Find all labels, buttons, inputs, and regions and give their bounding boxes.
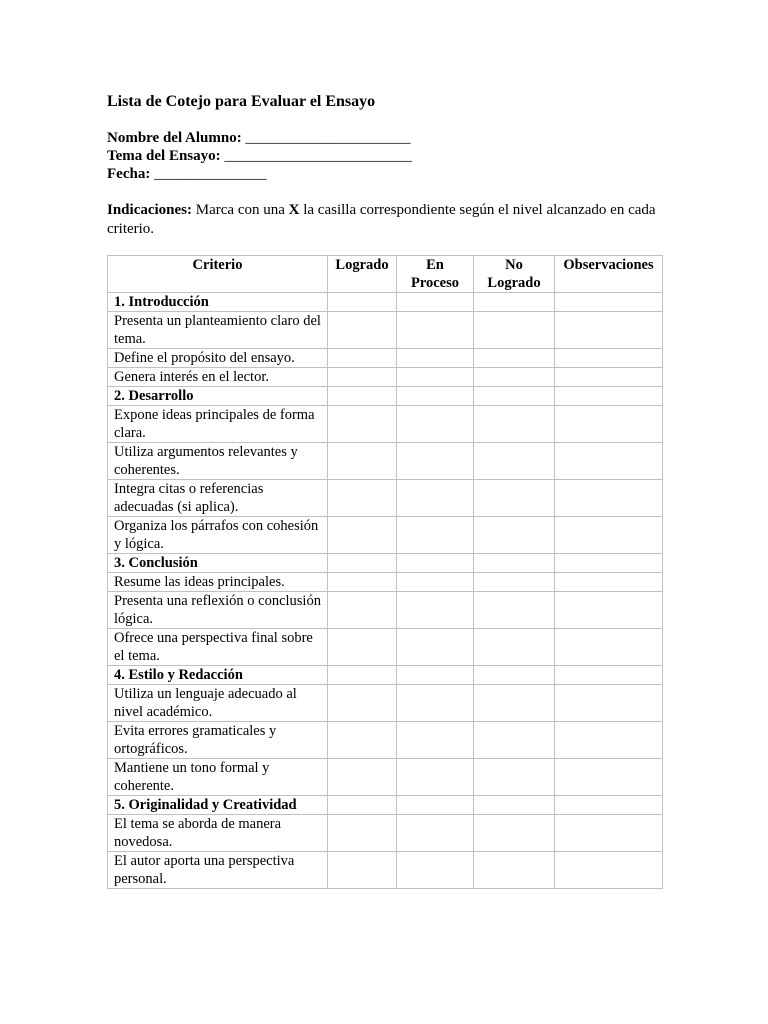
observaciones-cell[interactable]	[555, 368, 663, 387]
criterion-text: Organiza los párrafos con cohesión y lógica.	[108, 517, 328, 554]
logrado-cell[interactable]	[328, 796, 397, 815]
student-name-label: Nombre del Alumno:	[107, 130, 242, 146]
section-title: 5. Originalidad y Creatividad	[108, 796, 328, 815]
logrado-cell[interactable]	[328, 517, 397, 554]
essay-topic-label: Tema del Ensayo:	[107, 148, 221, 165]
logrado-cell[interactable]	[328, 349, 397, 368]
no-logrado-cell[interactable]	[474, 349, 555, 368]
no-logrado-cell[interactable]	[474, 368, 555, 387]
no-logrado-cell[interactable]	[474, 796, 555, 815]
observaciones-cell[interactable]	[555, 554, 663, 573]
no-logrado-cell[interactable]	[474, 592, 555, 629]
criterion-text: Presenta una reflexión o conclusión lógica.	[108, 592, 328, 629]
criterion-text: Mantiene un tono formal y coherente.	[108, 759, 328, 796]
checklist-table	[107, 255, 663, 889]
header-en-proceso: En Proceso	[397, 256, 474, 293]
en-proceso-cell[interactable]	[397, 685, 474, 722]
observaciones-cell[interactable]	[555, 796, 663, 815]
table-row	[108, 815, 663, 852]
no-logrado-cell[interactable]	[474, 629, 555, 666]
logrado-cell[interactable]	[328, 387, 397, 406]
criterion-text: Integra citas o referencias adecuadas (si aplica).	[108, 480, 328, 517]
observaciones-cell[interactable]	[555, 387, 663, 406]
en-proceso-cell[interactable]	[397, 293, 474, 312]
essay-topic-line	[107, 147, 412, 165]
table-row	[108, 312, 663, 349]
no-logrado-cell[interactable]	[474, 722, 555, 759]
no-logrado-cell[interactable]	[474, 293, 555, 312]
header-observaciones: Observaciones	[555, 256, 663, 293]
no-logrado-cell[interactable]	[474, 406, 555, 443]
en-proceso-cell[interactable]	[397, 815, 474, 852]
observaciones-cell[interactable]	[555, 406, 663, 443]
observaciones-cell[interactable]	[555, 815, 663, 852]
observaciones-cell[interactable]	[555, 443, 663, 480]
logrado-cell[interactable]	[328, 443, 397, 480]
logrado-cell[interactable]	[328, 666, 397, 685]
logrado-cell[interactable]	[328, 592, 397, 629]
criterion-text: Genera interés en el lector.	[108, 368, 328, 387]
table-row	[108, 685, 663, 722]
criterion-text: Expone ideas principales de forma clara.	[108, 406, 328, 443]
criterion-text: Presenta un planteamiento claro del tema.	[108, 312, 328, 349]
instructions-mark: X	[288, 202, 300, 218]
table-section-row	[108, 796, 663, 815]
observaciones-cell[interactable]	[555, 722, 663, 759]
criterion-text: El tema se aborda de manera novedosa.	[108, 815, 328, 852]
en-proceso-cell[interactable]	[397, 349, 474, 368]
no-logrado-cell[interactable]	[474, 480, 555, 517]
instructions-text-after: la casilla correspondiente según el nivel alcanzado en cada criterio.	[107, 202, 656, 237]
no-logrado-cell[interactable]	[474, 443, 555, 480]
section-title: 3. Conclusión	[108, 554, 328, 573]
criterion-text: Utiliza un lenguaje adecuado al nivel académico.	[108, 685, 328, 722]
table-section-row	[108, 387, 663, 406]
logrado-cell[interactable]	[328, 406, 397, 443]
instructions-label: Indicaciones:	[107, 202, 193, 218]
observaciones-cell[interactable]	[555, 629, 663, 666]
observaciones-cell[interactable]	[555, 312, 663, 349]
header-no-logrado: No Logrado	[474, 256, 555, 293]
logrado-cell[interactable]	[328, 312, 397, 349]
criterion-text: Define el propósito del ensayo.	[108, 349, 328, 368]
observaciones-cell[interactable]	[555, 517, 663, 554]
no-logrado-cell[interactable]	[474, 573, 555, 592]
logrado-cell[interactable]	[328, 480, 397, 517]
student-name-blank: ______________________	[245, 130, 411, 146]
no-logrado-cell[interactable]	[474, 554, 555, 573]
criterion-text: El autor aporta una perspectiva personal.	[108, 852, 328, 889]
table-row	[108, 443, 663, 480]
no-logrado-cell[interactable]	[474, 852, 555, 889]
section-title: 4. Estilo y Redacción	[108, 666, 328, 685]
no-logrado-cell[interactable]	[474, 759, 555, 796]
no-logrado-cell[interactable]	[474, 666, 555, 685]
table-row	[108, 759, 663, 796]
en-proceso-cell[interactable]	[397, 368, 474, 387]
table-section-row	[108, 293, 663, 312]
en-proceso-cell[interactable]	[397, 759, 474, 796]
observaciones-cell[interactable]	[555, 480, 663, 517]
student-name-line	[107, 129, 412, 147]
header-logrado: Logrado	[328, 256, 397, 293]
no-logrado-cell[interactable]	[474, 815, 555, 852]
date-line	[107, 165, 412, 183]
en-proceso-cell[interactable]	[397, 592, 474, 629]
logrado-cell[interactable]	[328, 554, 397, 573]
observaciones-cell[interactable]	[555, 852, 663, 889]
criterion-text: Ofrece una perspectiva final sobre el tema.	[108, 629, 328, 666]
table-row	[108, 722, 663, 759]
logrado-cell[interactable]	[328, 685, 397, 722]
en-proceso-cell[interactable]	[397, 629, 474, 666]
observaciones-cell[interactable]	[555, 685, 663, 722]
observaciones-cell[interactable]	[555, 573, 663, 592]
en-proceso-cell[interactable]	[397, 722, 474, 759]
en-proceso-cell[interactable]	[397, 554, 474, 573]
logrado-cell[interactable]	[328, 629, 397, 666]
no-logrado-cell[interactable]	[474, 685, 555, 722]
table-row	[108, 592, 663, 629]
date-label: Fecha:	[107, 166, 151, 183]
en-proceso-cell[interactable]	[397, 796, 474, 815]
instructions-text-before: Marca con una	[192, 202, 289, 218]
table-header-row	[108, 256, 663, 293]
logrado-cell[interactable]	[328, 759, 397, 796]
criterion-text: Resume las ideas principales.	[108, 573, 328, 592]
observaciones-cell[interactable]	[555, 293, 663, 312]
table-row	[108, 480, 663, 517]
table-section-row	[108, 666, 663, 685]
header-criterio: Criterio	[108, 256, 328, 293]
table-row	[108, 368, 663, 387]
table-row	[108, 573, 663, 592]
en-proceso-cell[interactable]	[397, 573, 474, 592]
observaciones-cell[interactable]	[555, 592, 663, 629]
student-info	[107, 129, 412, 184]
en-proceso-cell[interactable]	[397, 517, 474, 554]
table-section-row	[108, 554, 663, 573]
instructions	[107, 201, 663, 238]
observaciones-cell[interactable]	[555, 759, 663, 796]
no-logrado-cell[interactable]	[474, 387, 555, 406]
no-logrado-cell[interactable]	[474, 312, 555, 349]
table-row	[108, 852, 663, 889]
en-proceso-cell[interactable]	[397, 852, 474, 889]
section-title: 2. Desarrollo	[108, 387, 328, 406]
date-blank: _______________	[154, 166, 267, 183]
en-proceso-cell[interactable]	[397, 312, 474, 349]
checklist-body	[108, 293, 663, 889]
en-proceso-cell[interactable]	[397, 387, 474, 406]
criterion-text: Evita errores gramaticales y ortográficos.	[108, 722, 328, 759]
logrado-cell[interactable]	[328, 293, 397, 312]
criterion-text: Utiliza argumentos relevantes y coherentes.	[108, 443, 328, 480]
en-proceso-cell[interactable]	[397, 406, 474, 443]
logrado-cell[interactable]	[328, 815, 397, 852]
table-row	[108, 349, 663, 368]
logrado-cell[interactable]	[328, 573, 397, 592]
observaciones-cell[interactable]	[555, 666, 663, 685]
table-row	[108, 629, 663, 666]
logrado-cell[interactable]	[328, 368, 397, 387]
page-title: Lista de Cotejo para Evaluar el Ensayo	[107, 93, 376, 110]
en-proceso-cell[interactable]	[397, 666, 474, 685]
section-title: 1. Introducción	[108, 293, 328, 312]
logrado-cell[interactable]	[328, 722, 397, 759]
table-row	[108, 517, 663, 554]
en-proceso-cell[interactable]	[397, 480, 474, 517]
logrado-cell[interactable]	[328, 852, 397, 889]
no-logrado-cell[interactable]	[474, 517, 555, 554]
en-proceso-cell[interactable]	[397, 443, 474, 480]
essay-topic-blank: _________________________	[224, 148, 412, 165]
observaciones-cell[interactable]	[555, 349, 663, 368]
table-row	[108, 406, 663, 443]
